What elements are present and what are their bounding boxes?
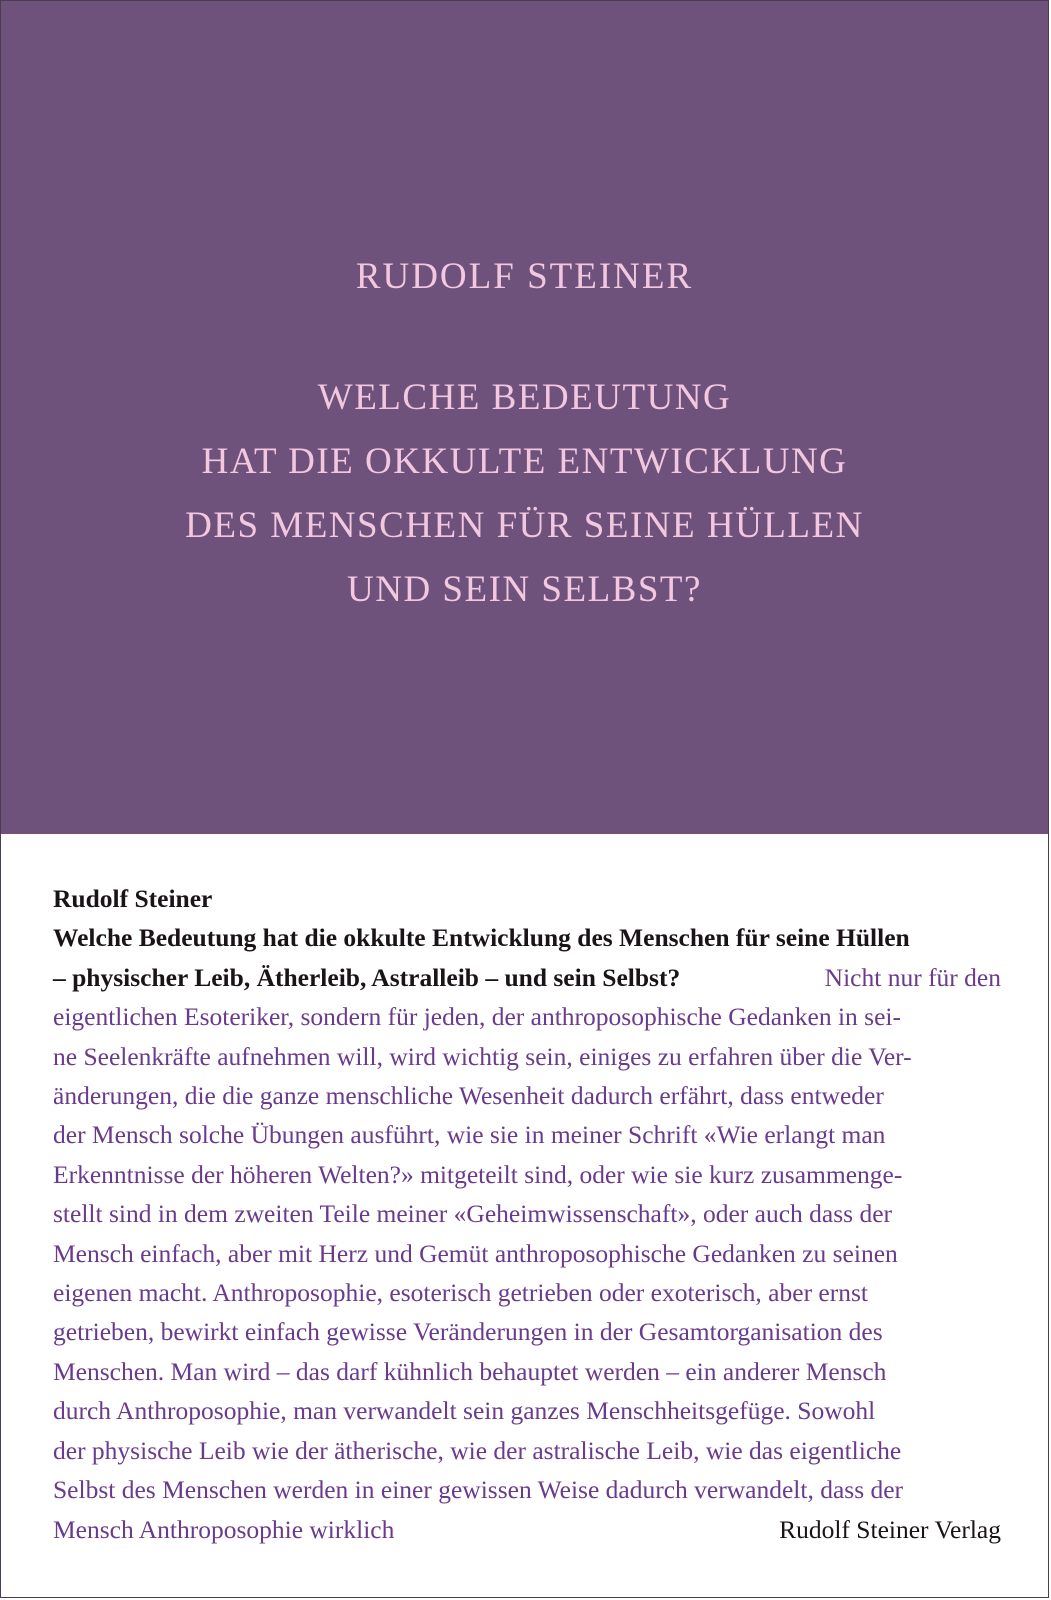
blurb-body-line: stellt sind in dem zweiten Teile meiner «Geheimwissenschaft», oder auch dass der	[53, 1199, 892, 1229]
title-line: WELCHE BEDEUTUNG	[317, 377, 732, 418]
blurb-body-line: getrieben, bewirkt einfach gewisse Veränderungen in der Gesamtorganisation des	[53, 1317, 883, 1347]
blurb-subtitle: – physischer Leib, Ätherleib, Astralleib – und sein Selbst?	[53, 962, 681, 992]
author-heading: RUDOLF STEINER	[355, 256, 694, 297]
blurb-author: Rudolf Steiner	[53, 884, 213, 913]
blurb-body-line: änderungen, die die ganze menschliche Wesenheit dadurch erfährt, dass entweder	[53, 1081, 884, 1111]
book-title	[1, 366, 1048, 622]
blurb-body-line: der Mensch solche Übungen ausführt, wie sie in meiner Schrift «Wie erlangt man	[53, 1120, 886, 1150]
blurb-last-line	[53, 1510, 1001, 1549]
blurb-title-line: Welche Bedeutung hat die okkulte Entwicklung des Menschen für seine Hüllen	[53, 923, 910, 953]
title-line: HAT DIE OKKULTE ENTWICKLUNG	[201, 441, 848, 482]
blurb-body-end: Mensch Anthroposophie wirklich	[53, 1514, 395, 1544]
blurb-body-line: Menschen. Man wird – das darf kühnlich behauptet werden – ein anderer Mensch	[53, 1356, 887, 1386]
blurb-body-line: der physische Leib wie der ätherische, wie der astralische Leib, wie das eigentliche	[53, 1435, 902, 1465]
publisher-name: Rudolf Steiner Verlag	[779, 1514, 1001, 1544]
blurb-body-line: eigenen macht. Anthroposophie, esoterisch getrieben oder exoterisch, aber ernst	[53, 1278, 869, 1308]
blurb-body-line: Mensch einfach, aber mit Herz und Gemüt anthroposophische Gedanken zu seinen	[53, 1238, 898, 1268]
blurb-body-line: Selbst des Menschen werden in einer gewissen Weise dadurch verwandelt, dass der	[53, 1475, 904, 1505]
title-line: DES MENSCHEN FÜR SEINE HÜLLEN	[185, 505, 864, 546]
blurb-body-line: durch Anthroposophie, man verwandelt sein ganzes Menschheitsgefüge. Sowohl	[53, 1396, 876, 1426]
blurb-text	[53, 879, 1001, 1549]
blurb-title-line	[53, 958, 1001, 997]
title-line: UND SEIN SELBST?	[347, 569, 702, 610]
blurb-body-line: Erkenntnisse der höheren Welten?» mitgeteilt sind, oder wie sie kurz zusammenge-	[53, 1159, 903, 1189]
blurb-body-line: eigentlichen Esoteriker, sondern für jeden, der anthroposophische Gedanken in sei-	[53, 1002, 901, 1032]
blurb-body-line: ne Seelenkräfte aufnehmen will, wird wichtig sein, einiges zu erfahren über die Ver-	[53, 1041, 912, 1071]
title-band	[1, 1, 1048, 834]
blurb-body-start: Nicht nur für den	[824, 962, 1001, 992]
